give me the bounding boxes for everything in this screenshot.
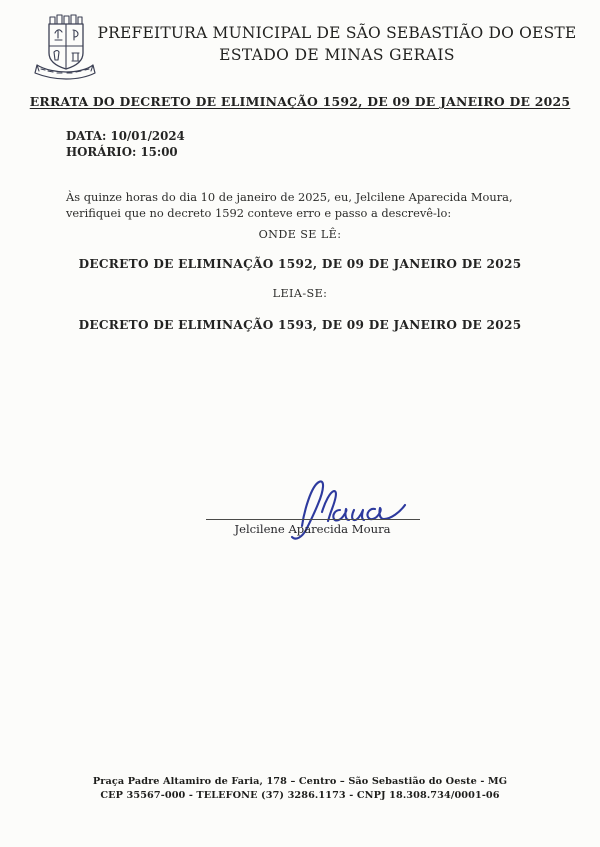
time-line: HORÁRIO: 15:00: [66, 144, 178, 159]
org-name: PREFEITURA MUNICIPAL DE SÃO SEBASTIÃO DO OESTE: [97, 24, 577, 42]
municipal-coat-of-arms-icon: [33, 13, 97, 81]
org-subtitle: ESTADO DE MINAS GERAIS: [219, 46, 455, 64]
date-line: DATA: 10/01/2024: [66, 129, 185, 143]
signatory-name: Jelcilene Aparecida Moura: [234, 522, 391, 536]
signature-line: [206, 519, 420, 520]
document-title: ERRATA DO DECRETO DE ELIMINAÇÃO 1592, DE 09 DE JANEIRO DE 2025: [29, 94, 571, 109]
document-meta: [66, 129, 185, 160]
body-paragraph: Às quinze horas do dia 10 de janeiro de 2025, eu, Jelcilene Aparecida Moura, verifiquei que no decreto 1592 conteve erro e passo a descrevê-lo:: [66, 190, 513, 220]
footer-contact: CEP 35567-000 - TELEFONE (37) 3286.1173 - CNPJ 18.308.734/0001-06: [100, 789, 500, 801]
corrected-decree-text: DECRETO DE ELIMINAÇÃO 1593, DE 09 DE JANEIRO DE 2025: [78, 318, 522, 332]
footer-address: Praça Padre Altamiro de Faria, 178 – Centro – São Sebastião do Oeste - MG: [92, 776, 508, 787]
read-as-label: LEIA-SE:: [272, 287, 328, 300]
original-decree-text: DECRETO DE ELIMINAÇÃO 1592, DE 09 DE JANEIRO DE 2025: [78, 257, 522, 271]
footer: [0, 775, 600, 802]
letterhead: [92, 22, 582, 66]
where-reads-label: ONDE SE LÊ:: [258, 228, 342, 241]
